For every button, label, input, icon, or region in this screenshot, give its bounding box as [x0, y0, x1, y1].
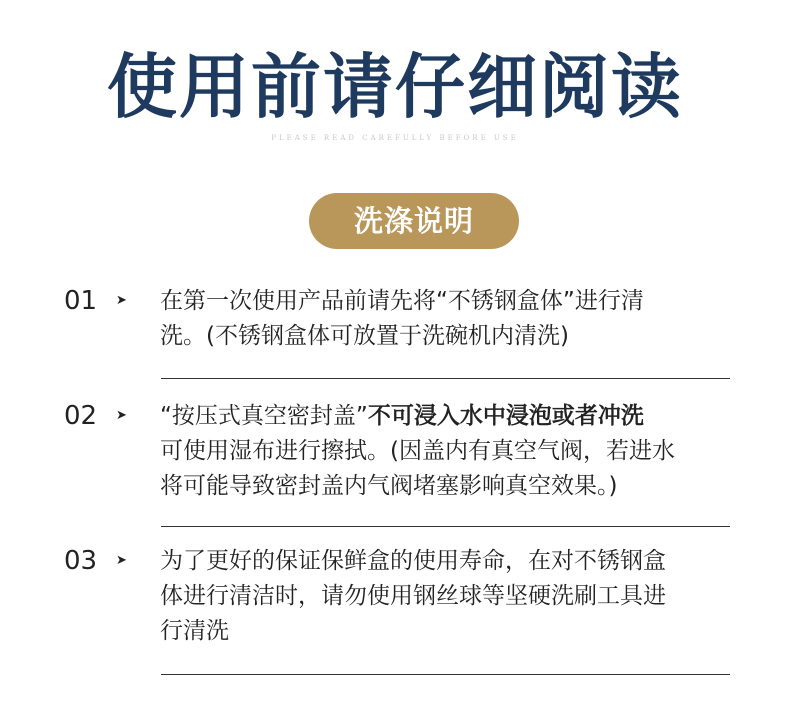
arrow-icon: ➤: [116, 553, 127, 568]
item-text-line: 体进行清洁时，请勿使用钢丝球等坚硬洗刷工具进: [160, 583, 666, 609]
item-text-line: 可使用湿布进行擦拭。(因盖内有真空气阀，若进水: [160, 438, 675, 464]
item-number: 02: [64, 401, 98, 431]
divider: [161, 674, 730, 675]
item-text: [160, 544, 738, 649]
item-text-line: 行清洗: [160, 618, 229, 644]
item-text-line: 在第一次使用产品前请先将“不锈钢盒体”进行清: [160, 288, 644, 314]
divider: [161, 526, 730, 527]
item-text: [160, 284, 738, 354]
item-text-line: 为了更好的保证保鲜盒的使用寿命，在对不锈钢盒: [160, 548, 666, 574]
item-number: 03: [64, 546, 98, 576]
arrow-icon: ➤: [116, 293, 127, 308]
item-text-line: [160, 399, 738, 434]
page-title: 使用前请仔细阅读: [107, 46, 683, 128]
item-text: [160, 399, 738, 504]
item-text-normal: “按压式真空密封盖”: [160, 403, 368, 429]
divider: [161, 378, 730, 379]
item-number: 01: [64, 286, 98, 316]
section-badge: 洗涤说明: [309, 193, 519, 249]
item-text-line: 将可能导致密封盖内气阀堵塞影响真空效果。): [160, 473, 618, 499]
arrow-icon: ➤: [116, 408, 127, 423]
page-subtitle: PLEASE READ CAREFULLY BEFORE USE: [271, 134, 519, 142]
item-text-line: 洗。(不锈钢盒体可放置于洗碗机内清洗): [160, 323, 569, 349]
item-text-bold: 不可浸入水中浸泡或者冲洗: [367, 403, 644, 429]
